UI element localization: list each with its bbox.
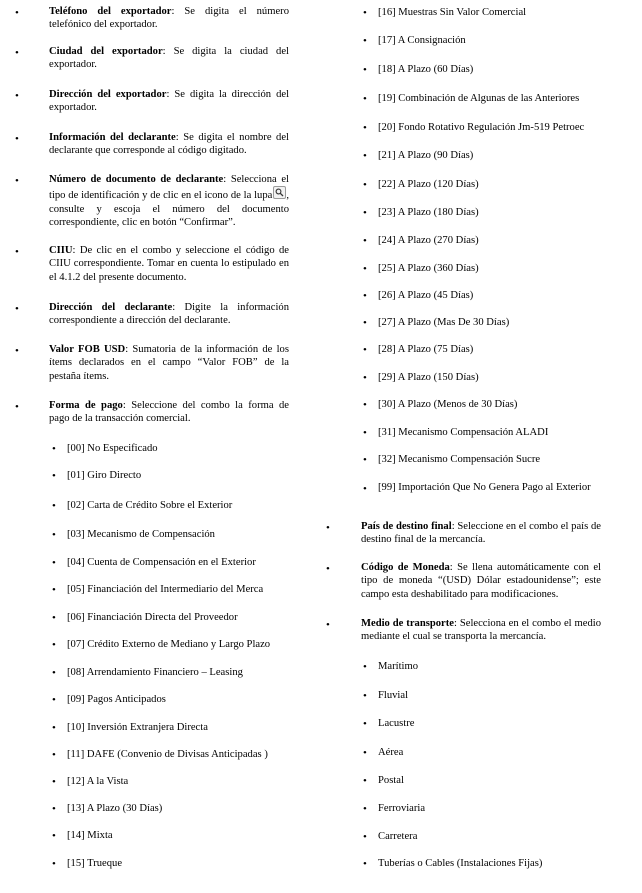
option-forma-pago: [25] A Plazo (360 Días): [378, 263, 479, 274]
bullet: •: [52, 803, 56, 815]
option-transporte: Fluvial: [378, 690, 409, 701]
field-medio-transporte: Medio de transporte: Selecciona en el combo el medio mediante el cual se transporta la mercancía.: [361, 618, 601, 643]
bullet: •: [363, 803, 367, 815]
bullet: •: [326, 522, 330, 534]
option-forma-pago: [05] Financiación del Intermediario del Merca: [67, 584, 264, 595]
option-forma-pago: [08] Arrendamiento Financiero – Leasing: [67, 667, 243, 678]
bullet: •: [363, 290, 367, 302]
bullet: •: [363, 207, 367, 219]
field-pais-destino-final: País de destino final: Seleccione en el combo el país de destino final de la mercancía.: [361, 521, 601, 546]
option-transporte: Lacustre: [378, 718, 415, 729]
bullet: •: [52, 858, 56, 870]
bullet: •: [363, 775, 367, 787]
option-forma-pago: [22] A Plazo (120 Días): [378, 179, 479, 190]
bullet: •: [52, 612, 56, 624]
bullet: •: [363, 93, 367, 105]
magnifier-icon[interactable]: [273, 186, 286, 199]
field-informacion-declarante: Información del declarante: Se digita el nombre del declarante que corresponde al código digitado.: [49, 132, 289, 157]
bullet: •: [15, 175, 19, 187]
option-forma-pago: [09] Pagos Anticipados: [67, 694, 166, 705]
option-forma-pago: [04] Cuenta de Compensación en el Exterior: [67, 557, 256, 568]
bullet: •: [15, 90, 19, 102]
option-transporte: Tuberías o Cables (Instalaciones Fijas): [378, 858, 543, 869]
bullet: •: [52, 722, 56, 734]
bullet: •: [52, 639, 56, 651]
option-forma-pago: [14] Mixta: [67, 830, 113, 841]
option-forma-pago: [12] A la Vista: [67, 776, 129, 787]
bullet: •: [363, 344, 367, 356]
field-direccion-declarante: Dirección del declarante: Digite la información correspondiente a dirección del declarante.: [49, 302, 289, 327]
bullet: •: [15, 345, 19, 357]
bullet: •: [363, 35, 367, 47]
option-forma-pago: [29] A Plazo (150 Días): [378, 372, 479, 383]
option-forma-pago: [11] DAFE (Convenio de Divisas Anticipadas ): [67, 749, 268, 760]
bullet: •: [52, 557, 56, 569]
bullet: •: [363, 372, 367, 384]
option-forma-pago: [02] Carta de Crédito Sobre el Exterior: [67, 500, 233, 511]
bullet: •: [52, 830, 56, 842]
field-valor-fob: Valor FOB USD: Sumatoria de la información de los ítems declarados en el campo “Valor FOB” de la pestaña ítems.: [49, 344, 289, 382]
option-forma-pago: [01] Giro Directo: [67, 470, 142, 481]
option-forma-pago: [28] A Plazo (75 Días): [378, 344, 474, 355]
option-forma-pago: [17] A Consignación: [378, 35, 466, 46]
bullet: •: [52, 584, 56, 596]
bullet: •: [15, 7, 19, 19]
bullet: •: [363, 150, 367, 162]
field-ciudad-exportador: Ciudad del exportador: Se digita la ciudad del exportador.: [49, 46, 289, 71]
option-forma-pago: [18] A Plazo (60 Días): [378, 64, 474, 75]
bullet: •: [363, 718, 367, 730]
bullet: •: [326, 563, 330, 575]
bullet: •: [363, 831, 367, 843]
bullet: •: [363, 64, 367, 76]
bullet: •: [15, 303, 19, 315]
bullet: •: [363, 179, 367, 191]
field-forma-pago: Forma de pago: Seleccione del combo la forma de pago de la transacción comercial.: [49, 400, 289, 425]
bullet: •: [363, 747, 367, 759]
option-forma-pago: [20] Fondo Rotativo Regulación Jm-519 Petroec: [378, 122, 585, 133]
bullet: •: [363, 858, 367, 870]
option-transporte: Marítimo: [378, 661, 419, 672]
bullet: •: [363, 427, 367, 439]
bullet: •: [52, 500, 56, 512]
option-forma-pago: [21] A Plazo (90 Días): [378, 150, 474, 161]
bullet: •: [363, 122, 367, 134]
bullet: •: [15, 246, 19, 258]
option-forma-pago: [27] A Plazo (Mas De 30 Días): [378, 317, 510, 328]
option-forma-pago: [24] A Plazo (270 Días): [378, 235, 479, 246]
option-forma-pago: [06] Financiación Directa del Proveedor: [67, 612, 238, 623]
bullet: •: [52, 529, 56, 541]
bullet: •: [52, 470, 56, 482]
bullet: •: [363, 399, 367, 411]
bullet: •: [52, 776, 56, 788]
option-transporte: Ferroviaria: [378, 803, 426, 814]
option-forma-pago: [03] Mecanismo de Compensación: [67, 529, 215, 540]
field-direccion-exportador: Dirección del exportador: Se digita la dirección del exportador.: [49, 89, 290, 114]
option-forma-pago: [19] Combinación de Algunas de las Anteriores: [378, 93, 580, 104]
option-forma-pago: [13] A Plazo (30 Días): [67, 803, 163, 814]
option-forma-pago: [26] A Plazo (45 Días): [378, 290, 474, 301]
bullet: •: [15, 401, 19, 413]
field-telefono-exportador: Teléfono del exportador: Se digita el número telefónico del exportador.: [49, 6, 289, 31]
option-forma-pago: [07] Crédito Externo de Mediano y Largo Plazo: [67, 639, 271, 650]
bullet: •: [52, 667, 56, 679]
option-forma-pago: [30] A Plazo (Menos de 30 Días): [378, 399, 518, 410]
option-forma-pago: [15] Trueque: [67, 858, 123, 869]
option-forma-pago: [32] Mecanismo Compensación Sucre: [378, 454, 541, 465]
bullet: •: [363, 661, 367, 673]
bullet: •: [363, 263, 367, 275]
bullet: •: [52, 694, 56, 706]
bullet: •: [363, 483, 367, 495]
option-forma-pago: [10] Inversión Extranjera Directa: [67, 722, 208, 733]
bullet: •: [363, 317, 367, 329]
option-forma-pago: [99] Importación Que No Genera Pago al Exterior: [378, 482, 591, 493]
bullet: •: [363, 690, 367, 702]
bullet: •: [52, 749, 56, 761]
option-forma-pago: [23] A Plazo (180 Días): [378, 207, 479, 218]
option-forma-pago: [16] Muestras Sin Valor Comercial: [378, 7, 527, 18]
field-ciiu: CIIU: De clic en el combo y seleccione el código de CIIU correspondiente. Tomar en cuenta lo estipulado en el 4.1.2 del presente documento.: [49, 245, 289, 283]
bullet: •: [15, 47, 19, 59]
bullet: •: [15, 133, 19, 145]
option-transporte: Aérea: [378, 747, 404, 758]
bullet: •: [363, 7, 367, 19]
bullet: •: [363, 235, 367, 247]
field-codigo-moneda: Código de Moneda: Se llena automáticamente con el tipo de moneda “(USD) Dólar estadounidense”; este campo esta deshabilitado para modificaciones.: [361, 562, 601, 600]
bullet: •: [52, 443, 56, 455]
bullet: •: [363, 454, 367, 466]
option-forma-pago: [00] No Especificado: [67, 443, 158, 454]
option-forma-pago: [31] Mecanismo Compensación ALADI: [378, 427, 549, 438]
field-numero-documento-declarante: Número de documento de declarante: Selecciona el tipo de identificación y de clic en el icono de la lupa , consulte y escoja el número del documento correspondiente, clic en botón “Confirmar”.: [49, 174, 289, 228]
option-transporte: Carretera: [378, 831, 418, 842]
bullet: •: [326, 619, 330, 631]
option-transporte: Postal: [378, 775, 404, 786]
